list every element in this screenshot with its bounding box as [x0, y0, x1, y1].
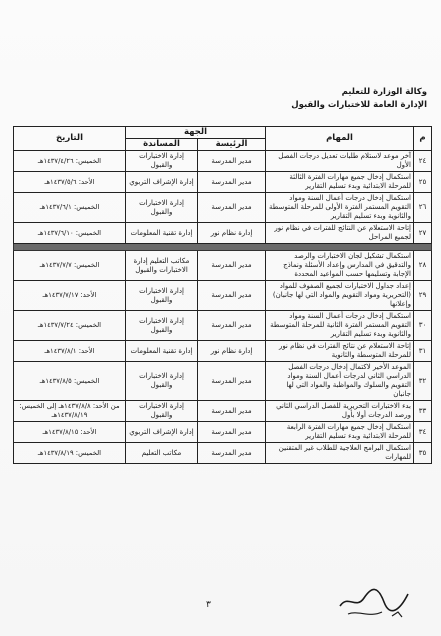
row-task: إتاحة الاستعلام عن نتائج الفترات في نظام نور للمرحلة المتوسطة والثانوية	[266, 341, 414, 362]
table-head	[14, 127, 432, 151]
row-main-party: إدارة نظام نور	[198, 223, 266, 244]
row-assist-party: إدارة الإشراف التربوي	[126, 422, 198, 443]
table-row	[14, 362, 432, 401]
header-main: الرئيسة	[198, 139, 266, 151]
row-task: استكمال إدخال جميع مهارات الفترة الرابعة للمرحلة الابتدائية وبدء تسليم التقارير	[266, 422, 414, 443]
table-body-first	[14, 151, 432, 244]
row-date: الخميس: ١٤٣٧/٦/١هـ	[14, 193, 126, 223]
row-task: آخر موعد لاستلام طلبات تعديل درجات الفصل الأول	[266, 151, 414, 172]
row-task: استكمال إدخال درجات أعمال السنة ومواد التقويم المستمر الفترة الأولى للمرحلة المتوسطة والثانوية وبدء تسليم التقارير	[266, 193, 414, 223]
row-main-party: مدير المدرسة	[198, 251, 266, 281]
row-assist-party: إدارة الاختبارات والقبول	[126, 311, 198, 341]
header-agency: وكالة الوزارة للتعليم	[341, 87, 427, 97]
row-main-party: إدارة نظام نور	[198, 341, 266, 362]
row-task: إعداد جداول الاختبارات لجميع الصفوف للمواد (التحريرية ومواد التقويم والمواد التي لها جانبان) وإعلانها	[266, 281, 414, 311]
table-body-second	[14, 251, 432, 464]
header-date: التاريخ	[14, 127, 126, 151]
row-number: ٣٣	[414, 401, 432, 422]
header-assist: المساندة	[126, 139, 198, 151]
table-row	[14, 151, 432, 172]
header-group: الجهة	[126, 127, 266, 139]
signature-mark	[334, 576, 414, 624]
row-assist-party: إدارة تقنية المعلومات	[126, 223, 198, 244]
row-assist-party: إدارة الاختبارات والقبول	[126, 281, 198, 311]
row-number: ٢٥	[414, 172, 432, 193]
row-number: ٢٨	[414, 251, 432, 281]
row-main-party: مدير المدرسة	[198, 443, 266, 464]
row-assist-party: مكاتب التعليم	[126, 443, 198, 464]
row-number: ٣٠	[414, 311, 432, 341]
table-row	[14, 341, 432, 362]
row-date: الأحد: ١٤٣٧/٧/١٧هـ	[14, 281, 126, 311]
schedule-table	[13, 126, 432, 464]
row-date: من الأحد: ١٤٣٧/٨/٨هـ إلى الخميس: ١٤٣٧/٨/١٩هـ	[14, 401, 126, 422]
table-row	[14, 223, 432, 244]
row-main-party: مدير المدرسة	[198, 151, 266, 172]
document-header	[291, 86, 427, 112]
table-row	[14, 193, 432, 223]
table-row	[14, 281, 432, 311]
row-task: استكمال إدخال درجات أعمال السنة ومواد التقويم المستمر الفترة الثانية للمرحلة المتوسطة والثانوية وبدء تسليم التقارير	[266, 311, 414, 341]
row-task: إتاحة الاستعلام عن النتائج للفترات في نظام نور لجميع المراحل	[266, 223, 414, 244]
row-assist-party: إدارة الاختبارات والقبول	[126, 401, 198, 422]
row-assist-party: إدارة الاختبارات والقبول	[126, 193, 198, 223]
row-date: الخميس: ١٤٣٧/٨/٥هـ	[14, 362, 126, 401]
row-number: ٣١	[414, 341, 432, 362]
row-main-party: مدير المدرسة	[198, 422, 266, 443]
row-number: ٢٦	[414, 193, 432, 223]
row-date: الخميس: ١٤٣٧/٦/١٠هـ	[14, 223, 126, 244]
row-assist-party: إدارة الاختبارات والقبول	[126, 362, 198, 401]
row-number: ٣٢	[414, 362, 432, 401]
table-row	[14, 443, 432, 464]
row-task: استكمال البرامج العلاجية للطلاب غير المتقنين للمهارات	[266, 443, 414, 464]
row-main-party: مدير المدرسة	[198, 281, 266, 311]
row-number: ٣٥	[414, 443, 432, 464]
row-main-party: مدير المدرسة	[198, 311, 266, 341]
table-separator	[14, 244, 432, 251]
header-department: الإدارة العامة للاختبارات والقبول	[291, 100, 427, 110]
row-date: الخميس: ١٤٣٧/٧/٢٤هـ	[14, 311, 126, 341]
header-num: م	[414, 127, 432, 151]
row-assist-party: إدارة الاختبارات والقبول	[126, 151, 198, 172]
table-row	[14, 422, 432, 443]
header-task: المهام	[266, 127, 414, 151]
row-date: الأحد: ١٤٣٧/٥/٦هـ	[14, 172, 126, 193]
row-date: الخميس: ١٤٣٧/٧/٧هـ	[14, 251, 126, 281]
row-task: بدء الاختبارات التحريرية للفصل الدراسي الثاني ورصد الدرجات أولا بأول	[266, 401, 414, 422]
row-assist-party: إدارة الإشراف التربوي	[126, 172, 198, 193]
row-number: ٣٤	[414, 422, 432, 443]
row-date: الخميس: ١٤٣٧/٤/٢٦هـ	[14, 151, 126, 172]
row-date: الأحد: ١٤٣٧/٨/١٥هـ	[14, 422, 126, 443]
table-row	[14, 401, 432, 422]
row-assist-party: مكاتب التعليم إدارة الاختبارات والقبول	[126, 251, 198, 281]
table-row	[14, 172, 432, 193]
row-assist-party: إدارة تقنية المعلومات	[126, 341, 198, 362]
row-number: ٢٤	[414, 151, 432, 172]
row-main-party: مدير المدرسة	[198, 401, 266, 422]
row-number: ٢٧	[414, 223, 432, 244]
row-main-party: مدير المدرسة	[198, 193, 266, 223]
row-date: الخميس: ١٤٣٧/٨/١٩هـ	[14, 443, 126, 464]
row-task: استكمال تشكيل لجان الاختبارات والرصد والتدقيق في المدارس وإعداد الأسئلة ونماذج الإجابة وتسليمها حسب المواعيد المحددة	[266, 251, 414, 281]
row-number: ٢٩	[414, 281, 432, 311]
table-row	[14, 311, 432, 341]
row-main-party: مدير المدرسة	[198, 172, 266, 193]
row-task: الموعد الأخير لاكتمال إدخال درجات الفصل الدراسي الثاني لدرجات أعمال السنة ومواد التقويم والسلوك والمواظبة والمواد التي لها جانبان	[266, 362, 414, 401]
page-number: ٣	[206, 600, 211, 610]
row-date: الأحد: ١٤٣٧/٨/١هـ	[14, 341, 126, 362]
separator-bar	[14, 244, 432, 251]
table-row	[14, 251, 432, 281]
row-task: استكمال إدخال جميع مهارات الفترة الثالثة للمرحلة الابتدائية وبدء تسليم التقارير	[266, 172, 414, 193]
row-main-party: مدير المدرسة	[198, 362, 266, 401]
